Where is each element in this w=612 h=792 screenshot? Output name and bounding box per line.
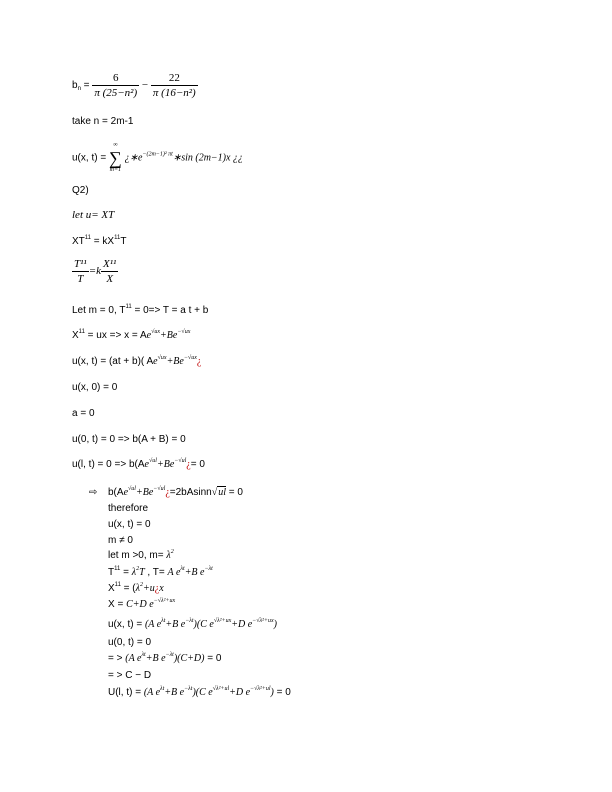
term: )(C e [192,687,213,698]
text: T [108,567,115,578]
sup: −√ux [177,329,191,335]
arrow-bullet-icon: ⇨ [89,487,98,498]
sqrt-sign: √ [211,487,218,498]
block-line-12: = > C − D [108,670,152,681]
series-term-1: ¿∗e [124,152,143,164]
let-m-zero [72,305,208,317]
let-u-xt: let u= XT [72,209,115,221]
exp-base: e [179,356,184,367]
text: X [108,583,115,594]
error-glyph: ¿ [154,583,160,594]
block-line-2: therefore [108,503,149,514]
boundary-2: u(0, t) = 0 => b(A + B) = 0 [72,434,186,445]
boundary-1: u(x, 0) = 0 [72,382,118,393]
text: u(l, t) = 0 => b(A [72,459,145,470]
sup: 2 [136,566,140,572]
sup: λt [180,566,185,572]
denominator: π (16−n²) [152,87,196,99]
sup: λt [160,686,165,692]
fraction-2 [151,72,198,99]
term: +u [142,583,155,594]
x-var: x [159,583,164,594]
block-line-7 [108,583,164,595]
sup: 2 [139,582,143,588]
exp-base: e [148,487,154,498]
term: A e [167,567,181,578]
block-line-1 [108,487,243,499]
text: = 0 [273,687,291,698]
text: , T= [144,567,168,578]
equals-k: =k [88,265,102,278]
exp-base: e [172,330,178,341]
term: )(C e [193,619,214,630]
term: +D e [231,619,253,630]
term: ) [270,687,274,698]
sup: √ux [157,355,167,361]
sum-symbol: ∑ [108,148,122,168]
a-zero: a = 0 [72,408,95,419]
bn-equation [72,72,198,99]
denominator: T [77,273,84,285]
text: = 0 [190,459,205,470]
sup: λt [141,652,146,658]
series-term-2: ∗sin (2m−1)x ¿¿ [172,152,243,164]
boundary-3 [72,459,205,471]
u-xt-general [72,356,201,368]
plus-b: +B [166,356,180,367]
sup: −√ux [183,355,197,361]
term: +B e [164,687,185,698]
text: u(x, t) = (at + b)( A [72,356,154,367]
sup: −√ul [174,458,187,464]
t-fraction [72,258,89,285]
term: (A e [125,653,142,664]
term: +D e [229,687,251,698]
bn-symbol: b [72,80,78,92]
take-n-text: take n = 2m-1 [72,116,134,127]
plus-b: +B [156,459,170,470]
sum-upper: ∞ [113,142,118,148]
xt-equation [72,236,126,248]
error-glyph: ¿ [165,487,170,498]
text: XT [72,236,85,247]
equals-sign: = [80,80,93,92]
text: = 0=> T = a t + b [131,305,209,316]
numerator: 22 [151,72,198,86]
text: = [120,567,132,578]
text: X = [108,599,127,610]
sup: −√λ²+ul [250,686,271,692]
exp-base: e [153,356,158,367]
block-line-13 [108,687,291,699]
block-line-9 [108,619,277,631]
sup: √λ²+ux [213,618,232,624]
radicand: ul [218,487,227,498]
text: T [120,236,127,247]
text: = 0 [226,487,243,498]
sup: −√ul [153,486,166,492]
sup: 11 [114,235,121,241]
x-fraction [101,258,118,285]
block-line-5 [108,550,174,562]
text: = ( [120,583,136,594]
text: U(l, t) = [108,687,144,698]
exp-base: e [169,459,175,470]
sup: −λt [184,686,193,692]
ratio-equation [72,258,118,285]
term: )(C+D) [173,653,205,664]
text: =2bAsinn [169,487,212,498]
text: b(A [108,487,124,498]
series-solution [72,141,243,175]
term: +B e [145,653,166,664]
sup: 11 [84,235,92,241]
sup: √λ²+ul [212,686,230,692]
sup: λt [161,618,166,624]
block-line-4: m ≠ 0 [108,535,133,546]
term: ) [273,619,277,630]
text: Let m = 0, T [72,305,126,316]
plus-b: +B [135,487,149,498]
numerator: T¹¹ [74,258,87,270]
minus-sign: − [141,79,149,92]
bn-subscript: n [77,86,81,93]
denominator: π (25−n²) [94,87,138,99]
text: = kX [91,236,115,247]
q2-label: Q2) [72,185,89,196]
block-line-3: u(x, t) = 0 [108,519,151,530]
exp-base: e [123,487,129,498]
sup: √ul [128,486,136,492]
lambda: λ [166,550,171,561]
text: = > [108,653,126,664]
text: = 0 [204,653,222,664]
error-glyph: ¿ [186,459,191,470]
term: (A e [143,687,161,698]
sup: 11 [125,304,132,310]
block-line-6 [108,567,213,579]
plus-b: +B [160,330,173,341]
fraction-1 [92,72,139,99]
denominator: X [106,273,114,285]
sup: 2 [170,549,174,555]
lambda: λ [131,567,137,578]
text: let m >0, m= [108,550,167,561]
block-line-11 [108,653,221,665]
exp-base: e [146,330,152,341]
sup: √ux [151,329,161,335]
numerator: 6 [92,72,139,86]
term: +B e [184,567,205,578]
sup: 11 [78,329,85,335]
sup: −√λ²+ux [153,598,176,604]
series-lhs: u(x, t) = [72,152,109,164]
t-var: T [139,567,145,578]
exponent: −(2m−1)² πt [142,151,173,158]
error-glyph: ¿ [196,356,202,367]
text: u(x, t) = [108,619,145,630]
sup: −λt [165,652,174,658]
block-line-10: u(0, t) = 0 [108,637,152,648]
block-line-8 [108,599,175,611]
sup: −√λ²+ux [252,618,274,624]
sup: 11 [114,566,121,572]
x-equation [72,330,190,342]
sup: 11 [114,582,121,588]
exp-base: e [144,459,149,470]
term: C+D e [126,599,154,610]
sum-lower: m=1 [109,167,122,173]
numerator: X¹¹ [103,258,117,270]
term: +B e [165,619,186,630]
summation [109,141,122,175]
sup: −λt [185,618,194,624]
text: X [72,330,79,341]
text: = ux => x = A [84,330,147,341]
sup: √ul [149,458,157,464]
term: (A e [144,619,162,630]
sup: −λt [204,566,213,572]
lambda: λ [135,583,140,594]
